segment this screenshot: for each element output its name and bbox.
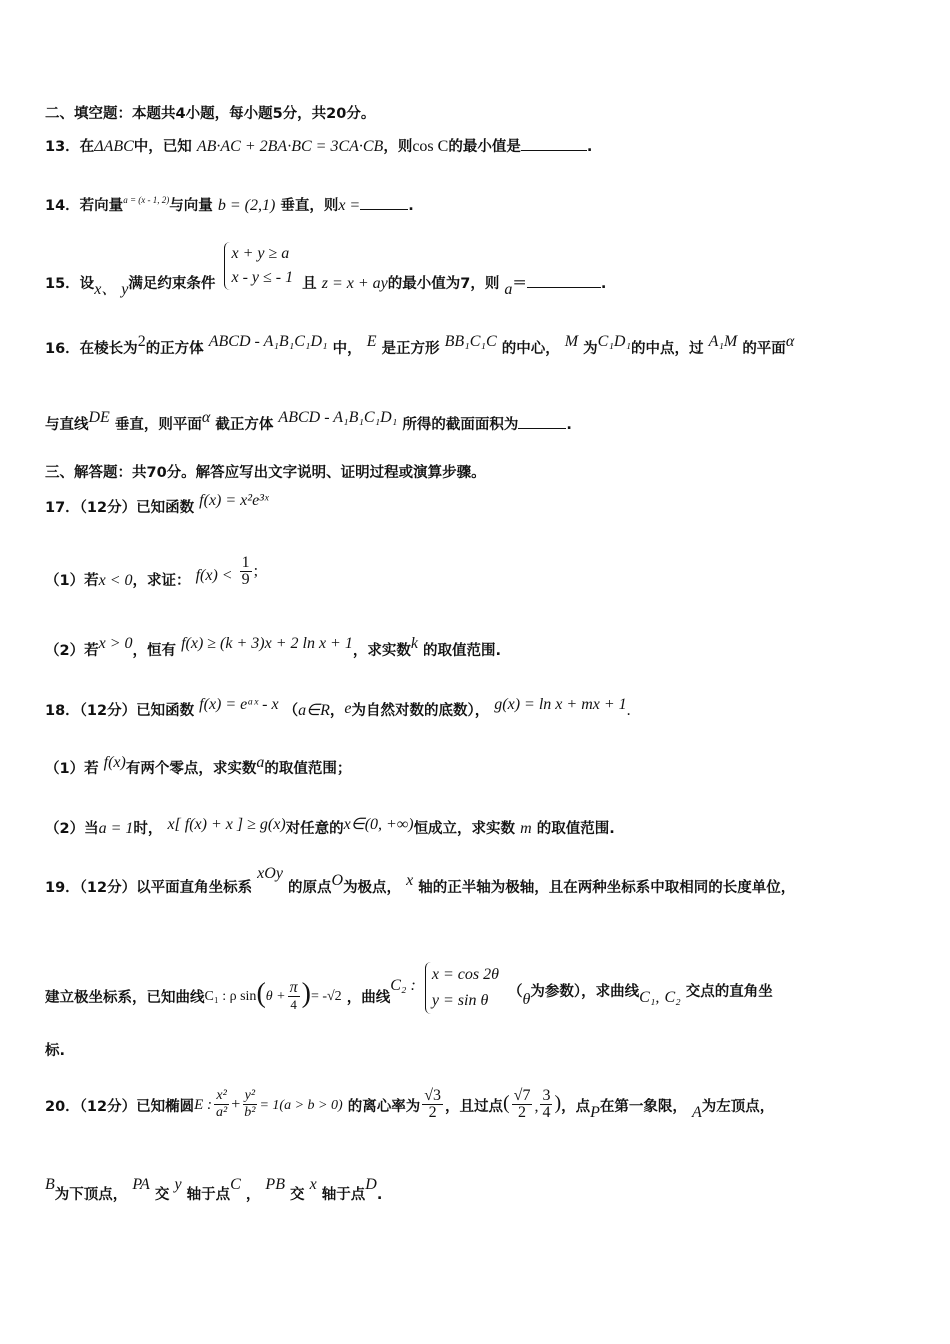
q20-text4: 在第一象限，: [599, 1098, 687, 1115]
q19-text2: 为极点，: [343, 880, 402, 896]
q20-two2: 2: [518, 1104, 527, 1121]
q16-text4: 的中心，: [501, 341, 560, 357]
q16-alpha: α: [785, 333, 795, 350]
q20-two: 2: [428, 1104, 437, 1121]
q20-four: 4: [542, 1104, 551, 1121]
q18-head: 18．（12分）已知函数: [45, 703, 195, 719]
q15-constraint-1: x + y ≥ a: [231, 245, 290, 262]
q20-text2: ，且过点: [444, 1098, 503, 1115]
q14-answer-blank[interactable]: [360, 195, 408, 210]
q18-comma: ，: [329, 703, 345, 719]
q17-p1-f: f(x) <: [195, 566, 233, 584]
q15-equals: ＝: [512, 276, 527, 292]
q19-x: x: [406, 872, 414, 889]
q18-p2-text4: 的取值范围.: [536, 821, 615, 837]
q16-DE: DE: [88, 409, 110, 426]
q16-A1M: A₁M: [708, 333, 738, 350]
q18-paren: （: [283, 703, 299, 719]
q18-p2-text3: 恒成立，求实数: [413, 821, 516, 837]
q19-l2-paren: （: [508, 984, 523, 1000]
q18-p2-label: （2）当: [45, 821, 99, 837]
q16-l2-cube: ABCD - A₁B₁C₁D₁: [278, 409, 398, 426]
q19-text1: 的原点: [288, 880, 332, 896]
q20-l2-text5: 交: [290, 1187, 305, 1203]
q20-A: A: [691, 1103, 702, 1121]
q19-C1-theta: θ +: [265, 989, 286, 1004]
q17-function: f(x) = x²e³ˣ: [199, 492, 269, 509]
q13-text: 中，已知: [133, 139, 192, 155]
q17-p2-inequality: f(x) ≥ (k + 3)x + 2 ln x + 1: [181, 635, 353, 652]
q20-sqrt3: √3: [424, 1087, 441, 1104]
q19-l2-text3: 为参数），求曲线: [530, 984, 640, 1000]
q20-B: B: [45, 1176, 55, 1193]
q18-p1-a: a: [256, 754, 265, 771]
q17-p2-label: （2）若: [45, 643, 99, 659]
q17-p2-cond: x > 0: [98, 635, 133, 652]
q16-end: .: [566, 417, 572, 433]
q17-p1-fraction: [240, 555, 252, 588]
q15-constraints: [224, 242, 293, 290]
section-answer-text: 三、解答题：共70分。解答应写出文字说明、证明过程或演算步骤。: [45, 465, 486, 481]
q18-p1-f: f(x): [103, 754, 126, 771]
q17-head: 17．（12分）已知函数: [45, 500, 195, 516]
q18-p2-inequality: x[ f(x) + x ] ≥ g(x): [167, 816, 286, 833]
q20-text5: 为左顶点，: [701, 1098, 775, 1115]
q13-triangle: ΔABC: [94, 138, 134, 155]
q16-cube: ABCD - A₁B₁C₁D₁: [208, 333, 328, 350]
q19-C2-y: y = sin θ: [431, 992, 489, 1009]
section-fill-text: 二、填空题：本题共4小题，每小题5分，共20分。: [45, 106, 376, 122]
question-19: [45, 865, 915, 896]
q16-l2-text3: 截正方体: [215, 417, 274, 433]
q20-b2: b²: [244, 1105, 256, 1120]
q15-vars: x、 y: [94, 281, 129, 298]
q20-l2-text1: 为下顶点，: [54, 1187, 128, 1203]
q19-l2-text1: 建立极坐标系，已知曲线: [45, 990, 205, 1006]
q17-p1-end: ;: [253, 562, 259, 580]
q20-y-fraction: [242, 1088, 257, 1121]
q16-E: E: [366, 333, 377, 350]
q19-C1-eq: C₁ : ρ sin: [204, 989, 257, 1004]
q14-x: x =: [338, 197, 361, 214]
question-13: 13．在ΔABC中，已知 AB·AC + 2BA·BC = 3CA·CB，则cos C的最小值是 .: [45, 138, 593, 155]
q16-face: BB₁C₁C: [444, 333, 497, 350]
q17-p1-num: 1: [241, 554, 250, 571]
q19-head: 19．（12分）以平面直角坐标系: [45, 880, 253, 896]
q17-p2-text: ，恒有: [132, 643, 176, 659]
q17-p1-cond: x < 0: [98, 571, 133, 589]
question-19-line3: [45, 1040, 915, 1062]
q20-PA: PA: [132, 1176, 150, 1193]
q14-vector-b: b = (2,1): [217, 197, 276, 214]
question-18: [45, 694, 915, 719]
q15-prefix: 15．设: [45, 276, 95, 292]
q20-l2-text4: ，: [245, 1187, 261, 1203]
q18-end: .: [626, 702, 631, 719]
q14-vector-a: a = (x - 1, 2): [123, 195, 170, 205]
q14-prefix: 14．若向量: [45, 198, 124, 214]
q18-e: e: [344, 700, 352, 717]
question-17-part1: [45, 555, 915, 595]
q20-l2-text2: 交: [154, 1187, 170, 1203]
q19-C2-label: C₂ :: [390, 977, 416, 994]
q16-l2-text1: 与直线: [45, 417, 89, 433]
section-fill-header: [45, 103, 915, 125]
q16-edge: 2: [137, 333, 146, 350]
q19-pi-fraction: [288, 980, 300, 1013]
q15-constraint-2: x - y ≤ - 1: [231, 269, 294, 286]
q18-p1-text: 有两个零点，求实数: [125, 761, 257, 777]
q13-cos: cos C: [412, 138, 449, 155]
q18-p1-label: （1）若: [45, 761, 99, 777]
question-16-line2: [45, 409, 915, 436]
question-15: [45, 246, 915, 296]
q17-p1-text: ，求证：: [132, 572, 191, 589]
q19-four: 4: [290, 996, 297, 1012]
q20-plus: +: [231, 1095, 241, 1113]
q15-text3: 的最小值为7，则: [387, 276, 500, 292]
q18-function-g: g(x) = ln x + mx + 1: [494, 696, 627, 713]
q18-p2-cond: a = 1: [98, 820, 134, 837]
q20-P: P: [590, 1103, 600, 1121]
q20-l2-text3: 轴于点: [186, 1187, 231, 1203]
q17-p1-label: （1）若: [45, 572, 99, 589]
question-19-line2: 建立极坐标系，已知曲线C₁ : ρ sin(θ + $\frac{\pi}{4}$ )= -√2 ，曲线C₂ : x = cos 2θ y = sin θ （θ为参数），求曲线C₁, C₂ 交点的直角坐: [45, 956, 915, 1012]
q20-x: x: [309, 1176, 317, 1193]
q18-m: m: [520, 820, 532, 837]
q17-p1-den: 9: [241, 571, 250, 588]
q19-pi: π: [289, 978, 298, 996]
q15-end: .: [600, 276, 607, 292]
q14-text2: 垂直，则: [280, 198, 339, 214]
q20-x2: x²: [216, 1088, 227, 1103]
q15-objective: z = x + ay: [321, 275, 388, 292]
q16-answer-blank[interactable]: [518, 414, 566, 429]
q18-aR: a∈R: [298, 702, 330, 719]
section-answer-header: [45, 462, 915, 484]
q19-l2-text4: 交点的直角坐: [685, 984, 773, 1000]
q15-text: 满足约束条件: [128, 276, 216, 292]
q19-C1-rhs: = -: [310, 989, 327, 1004]
q13-text2: ，则: [383, 139, 413, 155]
question-20: 20．（12分）已知椭圆E : $\frac{\text{x²}}{\text{a²}}$ + $\frac{\text{y²}}{\text{b²}}$ = 1(a > b > 0) 的离心率为 $\frac{√3}{2}$ ，且过点( $\frac{√7}{2}$ , $\frac{3}{4}$ )，点P在第一象限， A为左顶点，: [45, 1087, 775, 1121]
q20-text1: 的离心率为: [347, 1098, 421, 1115]
q19-text3: 轴的正半轴为极轴，且在两种坐标系中取相同的长度单位，: [418, 880, 796, 896]
q20-y2: y²: [244, 1088, 256, 1103]
q16-l2-text2: 垂直，则平面: [114, 417, 202, 433]
q18-p2-text2: 对任意的: [285, 821, 344, 837]
q15-a: a: [504, 281, 513, 298]
q20-three: 3: [542, 1087, 551, 1104]
q14-text: 与向量: [169, 198, 213, 214]
q18-function-f: f(x) = eᵃˣ - x: [199, 696, 279, 713]
q20-l2-text6: 轴于点: [321, 1187, 366, 1203]
q20-ecc-fraction: [422, 1088, 443, 1121]
q16-M: M: [564, 333, 579, 350]
q19-C2-x: x = cos 2θ: [431, 966, 499, 983]
q14-end: .: [408, 198, 414, 214]
q17-k: k: [410, 635, 418, 652]
q18-note: 为自然对数的底数），: [351, 703, 490, 719]
q16-text1: 的正方体: [145, 341, 204, 357]
q13-answer-blank[interactable]: [521, 136, 587, 151]
q16-text7: 的平面: [742, 341, 786, 357]
question-16: [45, 333, 915, 360]
q16-text2: 中，: [332, 341, 362, 357]
q18-p1-text2: 的取值范围；: [264, 761, 352, 777]
q13-condition: AB·AC + 2BA·BC = 3CA·CB: [196, 138, 384, 155]
q20-py-fraction: [540, 1088, 552, 1121]
q20-x-fraction: [214, 1088, 229, 1121]
q16-C1D1: C₁D₁: [597, 333, 632, 350]
q19-sqrt2: √2: [327, 989, 342, 1004]
q20-text3: ，点: [561, 1098, 591, 1115]
q18-p2-text: 时，: [133, 821, 163, 837]
q19-C1: C₁,: [639, 989, 660, 1006]
question-18-part1: [45, 752, 915, 777]
question-20-line2: [45, 1176, 915, 1203]
q19-l3-text: 标.: [45, 1043, 66, 1059]
question-17: [45, 492, 915, 519]
q13-text3: 的最小值是: [448, 139, 521, 155]
q17-p2-text2: ，求实数: [352, 643, 411, 659]
q20-PB: PB: [265, 1176, 285, 1193]
q19-O: O: [331, 872, 344, 889]
question-17-part2: [45, 633, 915, 659]
q20-px-fraction: [512, 1088, 533, 1121]
q16-l2-text4: 所得的截面面积为: [402, 417, 519, 433]
q20-E: E :: [194, 1096, 213, 1113]
q17-p2-text3: 的取值范围.: [423, 643, 502, 659]
q20-end: .: [376, 1187, 383, 1203]
q16-prefix: 16．在棱长为: [45, 341, 138, 357]
q16-text5: 为: [583, 341, 598, 357]
question-14: [45, 195, 915, 218]
q19-theta: θ: [522, 991, 531, 1008]
q19-l2-text2: ，曲线: [346, 990, 391, 1006]
q20-head: 20．（12分）已知椭圆: [45, 1098, 195, 1115]
q20-D: D: [365, 1176, 377, 1193]
q20-y: y: [174, 1176, 182, 1193]
q16-l2-alpha: α: [201, 409, 211, 426]
q15-text2: 且: [302, 276, 317, 292]
q20-eq: = 1(a > b > 0): [259, 1097, 343, 1113]
q20-a2: a²: [216, 1105, 228, 1120]
q19-C2: C₂: [664, 989, 681, 1006]
q15-answer-blank[interactable]: [527, 273, 601, 288]
q19-xOy: xOy: [257, 865, 283, 882]
question-18-part2: [45, 814, 915, 836]
q16-text6: 的中点，过: [631, 341, 704, 357]
q19-C2-system: [425, 962, 499, 1014]
q20-sqrt7: √7: [513, 1087, 531, 1104]
q16-text3: 是正方形: [381, 341, 440, 357]
q13-prefix: 13．在: [45, 139, 95, 155]
q18-p2-domain: x∈(0, +∞): [343, 816, 414, 833]
q20-C: C: [230, 1176, 241, 1193]
